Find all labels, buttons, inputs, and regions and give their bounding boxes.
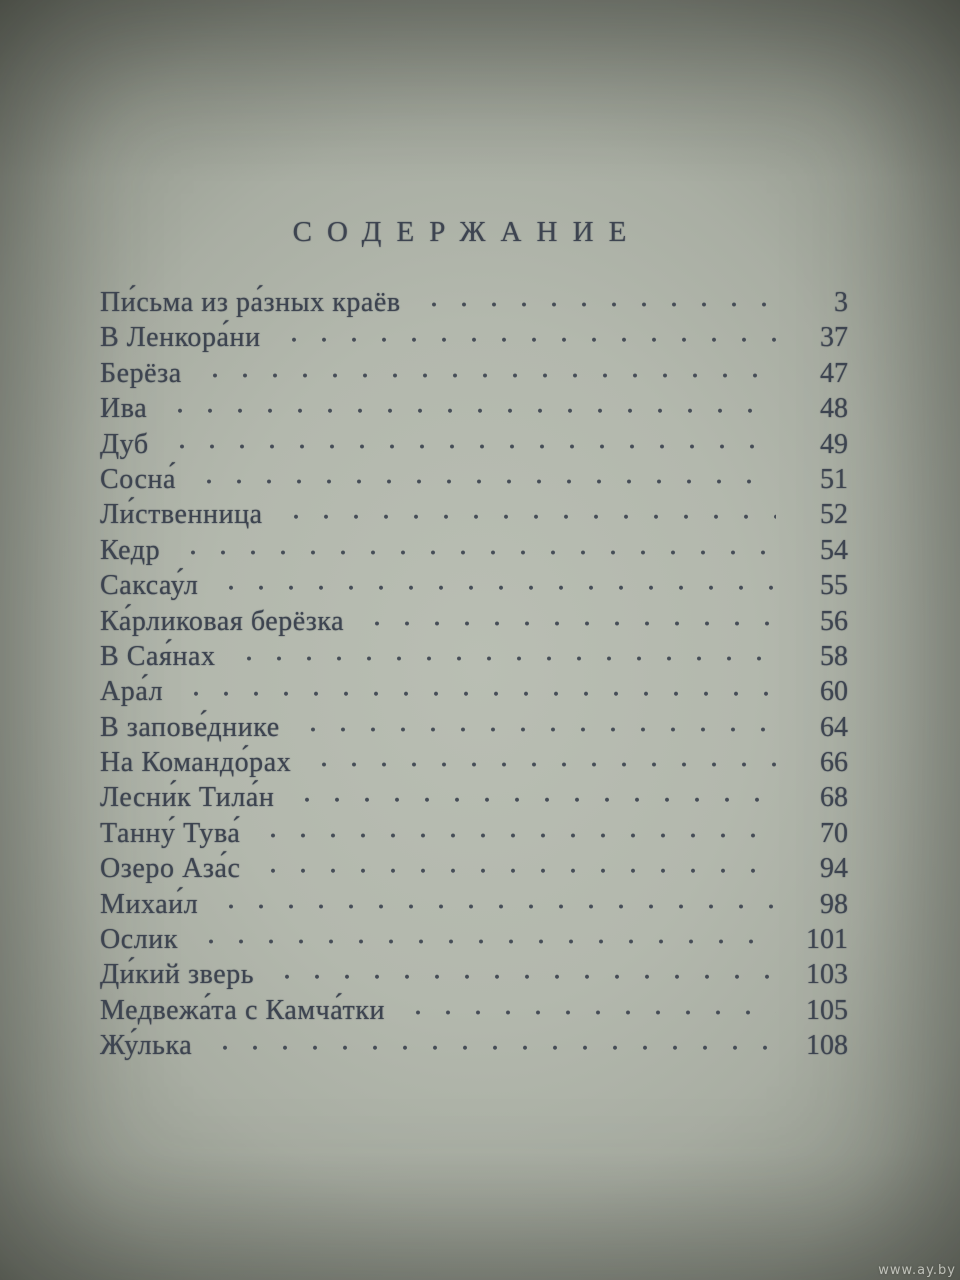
toc-entry-title: Ослик bbox=[100, 924, 179, 956]
toc-entry-title: Михаи́л bbox=[100, 888, 199, 920]
toc-entry-title: Озеро Аза́с bbox=[100, 853, 241, 885]
toc-dot-leader bbox=[159, 429, 776, 464]
toc-entry-title: Кедр bbox=[100, 534, 161, 566]
toc-entry-title: Танну́ Тува́ bbox=[100, 817, 241, 849]
toc-entry-title: Жу́лька bbox=[100, 1030, 193, 1062]
toc-page-number: 48 bbox=[820, 393, 848, 425]
toc-entry-title: Ди́кий зверь bbox=[100, 959, 255, 991]
toc-page-number: 60 bbox=[820, 676, 848, 708]
toc-page-number: 37 bbox=[820, 322, 848, 354]
toc-row bbox=[100, 995, 848, 1030]
toc-row bbox=[100, 747, 848, 782]
toc-dot-leader bbox=[264, 959, 776, 994]
toc-dot-leader bbox=[157, 393, 776, 428]
toc-dot-leader bbox=[273, 499, 776, 534]
toc-page-number: 56 bbox=[820, 605, 848, 637]
toc-dot-leader bbox=[250, 818, 776, 853]
toc-row bbox=[100, 641, 848, 676]
toc-page-number: 103 bbox=[806, 959, 848, 991]
toc-dot-leader bbox=[411, 287, 776, 322]
toc-page-number: 98 bbox=[820, 888, 848, 920]
toc-row bbox=[100, 959, 848, 994]
toc-entry-title: В Ленкора́ни bbox=[100, 322, 261, 354]
toc-dot-leader bbox=[284, 782, 776, 817]
toc-dot-leader bbox=[208, 889, 776, 924]
toc-page-number: 54 bbox=[820, 534, 848, 566]
toc-page-number: 68 bbox=[820, 782, 848, 814]
toc-row bbox=[100, 924, 848, 959]
watermark-text: www.ay.by bbox=[878, 1263, 956, 1278]
toc-dot-leader bbox=[186, 464, 776, 499]
toc-row bbox=[100, 818, 848, 853]
toc-dot-leader bbox=[250, 853, 776, 888]
toc-dot-leader bbox=[226, 641, 776, 676]
toc-page-number: 58 bbox=[820, 640, 848, 672]
toc-row bbox=[100, 499, 848, 534]
toc-entry-title: Ка́рликовая берёзка bbox=[100, 605, 345, 637]
toc-page-number: 94 bbox=[820, 853, 848, 885]
toc-row bbox=[100, 1030, 848, 1065]
toc-row bbox=[100, 782, 848, 817]
toc-entry-title: В Сая́нах bbox=[100, 640, 216, 672]
toc-dot-leader bbox=[301, 747, 776, 782]
toc-page-number: 101 bbox=[806, 924, 848, 956]
toc-row bbox=[100, 429, 848, 464]
toc-page-number: 64 bbox=[820, 711, 848, 743]
toc-page-number: 47 bbox=[820, 357, 848, 389]
toc-row bbox=[100, 535, 848, 570]
toc-row bbox=[100, 853, 848, 888]
toc-entry-title: Лесни́к Тила́н bbox=[100, 782, 275, 814]
toc-row bbox=[100, 606, 848, 641]
toc-row bbox=[100, 393, 848, 428]
toc-entry-title: На Командо́рах bbox=[100, 747, 292, 779]
toc-row bbox=[100, 358, 848, 393]
toc-entry-title: Ли́ственница bbox=[100, 499, 263, 531]
toc-entry-title: Ара́л bbox=[100, 676, 164, 708]
toc-dot-leader bbox=[173, 676, 776, 711]
toc-row bbox=[100, 287, 848, 322]
toc-entry-title: Берёза bbox=[100, 357, 182, 389]
toc-page-number: 70 bbox=[820, 817, 848, 849]
toc-entry-title: Дуб bbox=[100, 428, 149, 460]
toc-page-number: 66 bbox=[820, 747, 848, 779]
toc-dot-leader bbox=[290, 712, 776, 747]
toc-entry-title: В запове́днике bbox=[100, 711, 280, 743]
toc-row bbox=[100, 322, 848, 357]
toc-dot-leader bbox=[170, 535, 776, 570]
toc-page-number: 108 bbox=[806, 1030, 848, 1062]
toc-row bbox=[100, 464, 848, 499]
toc-entry-title: Саксау́л bbox=[100, 570, 199, 602]
toc-dot-leader bbox=[271, 322, 776, 357]
toc-page-number: 3 bbox=[834, 287, 848, 318]
table-of-contents bbox=[100, 216, 848, 1066]
toc-row bbox=[100, 889, 848, 924]
toc-dot-leader bbox=[202, 1030, 776, 1065]
toc-page-number: 49 bbox=[820, 428, 848, 460]
toc-heading: СОДЕРЖАНИЕ bbox=[292, 216, 642, 248]
toc-rows bbox=[100, 287, 848, 1066]
toc-row bbox=[100, 676, 848, 711]
toc-page-number: 51 bbox=[820, 463, 848, 495]
toc-page-number: 55 bbox=[820, 570, 848, 602]
toc-dot-leader bbox=[192, 358, 776, 393]
toc-entry-title: Ива bbox=[100, 393, 148, 425]
toc-entry-title: Пи́сьма из ра́зных краёв bbox=[100, 287, 401, 318]
toc-row bbox=[100, 570, 848, 605]
toc-page-number: 52 bbox=[820, 499, 848, 531]
toc-dot-leader bbox=[208, 570, 776, 605]
toc-entry-title: Медвежа́та с Камча́тки bbox=[100, 994, 386, 1026]
toc-page-number: 105 bbox=[806, 994, 848, 1026]
toc-row bbox=[100, 712, 848, 747]
toc-entry-title: Сосна́ bbox=[100, 463, 177, 495]
toc-dot-leader bbox=[395, 995, 776, 1030]
toc-dot-leader bbox=[188, 924, 776, 959]
toc-dot-leader bbox=[354, 606, 776, 641]
